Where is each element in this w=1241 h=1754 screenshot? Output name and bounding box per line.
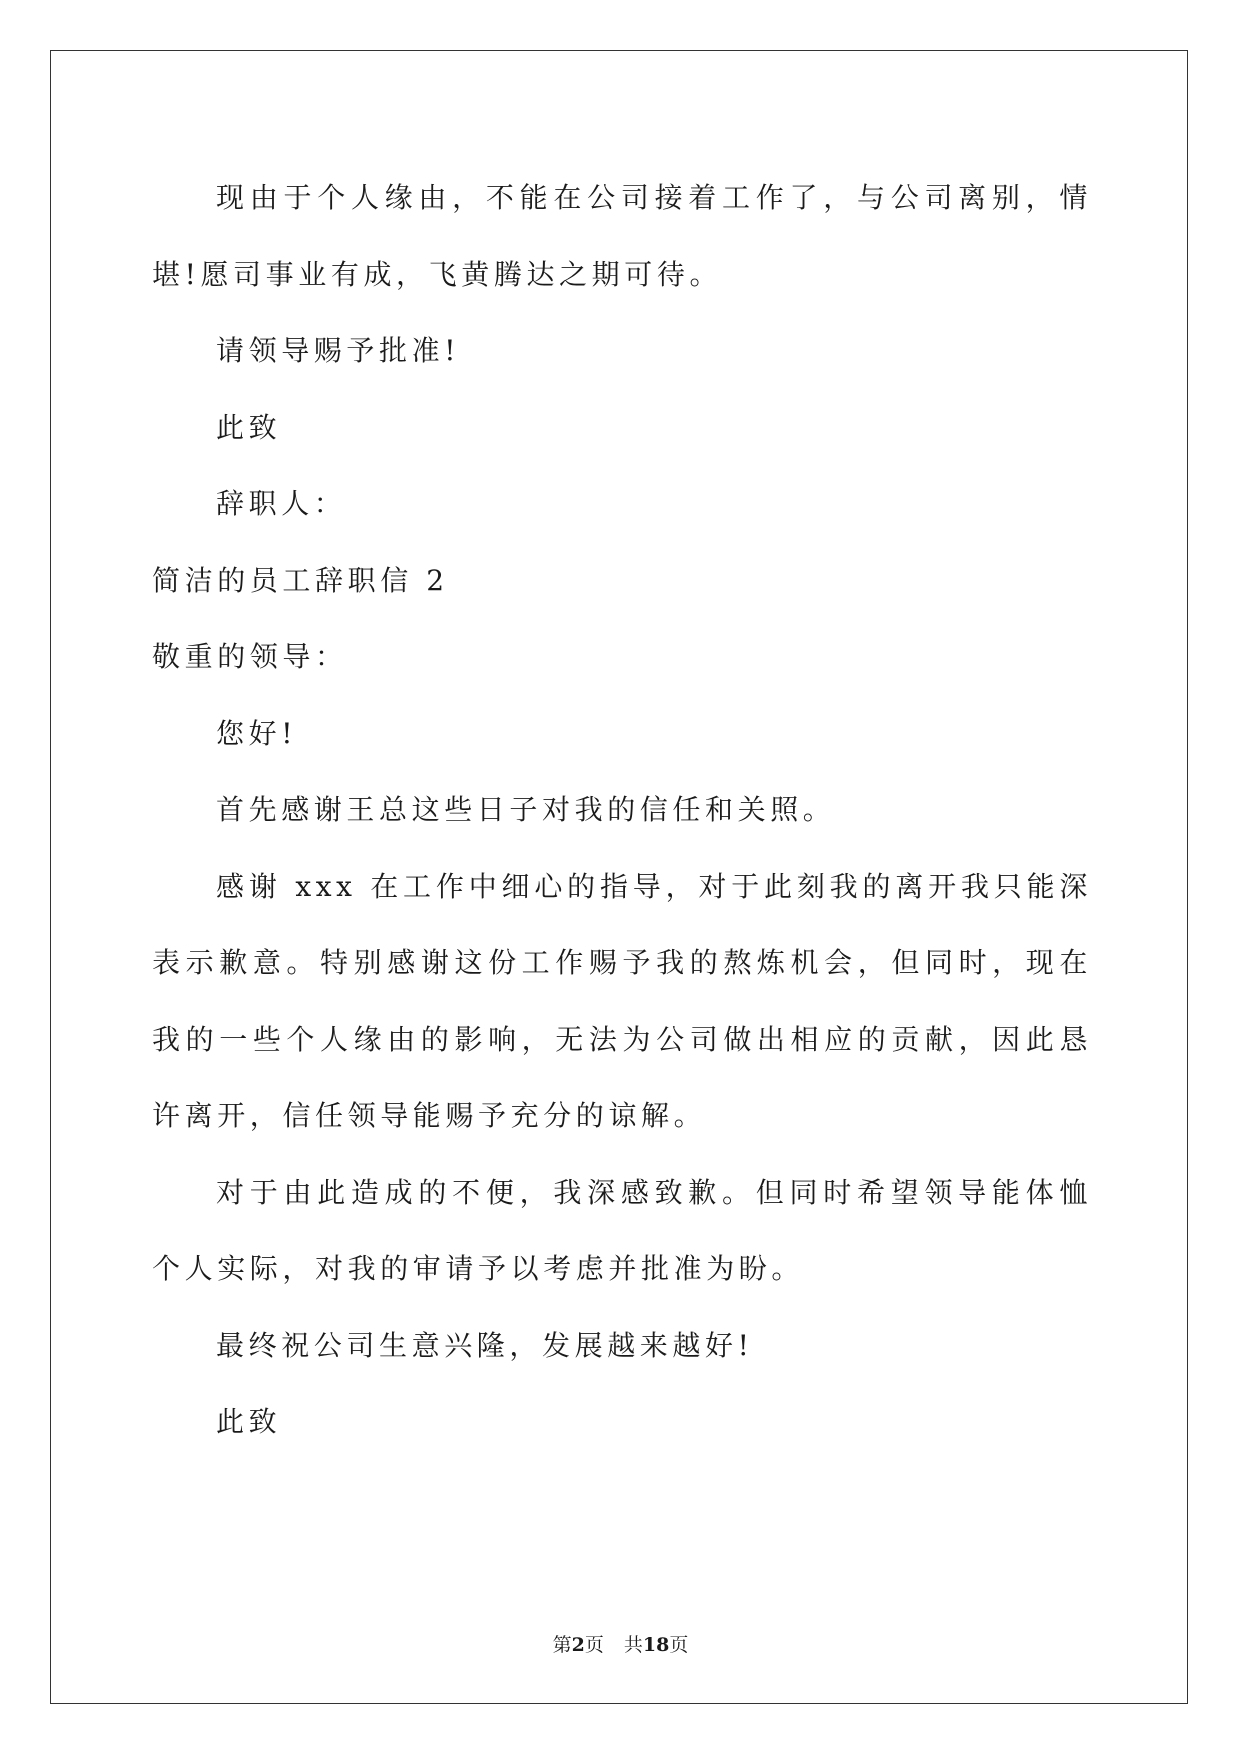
closing-line: 此致	[216, 410, 282, 444]
total-suffix: 页	[669, 1634, 689, 1656]
paragraph-line: 最终祝公司生意兴隆，发展越来越好!	[216, 1328, 754, 1362]
paragraph-line: 许离开，信任领导能赐予充分的谅解。	[152, 1099, 707, 1132]
paragraph-line: 请领导赐予批准!	[216, 334, 461, 367]
paragraph-line: 表示歉意。特别感谢这份工作赐予我的熬炼机会，但同时，现在	[152, 946, 1092, 979]
greeting: 您好!	[216, 716, 298, 750]
page-total: 18	[642, 1634, 670, 1656]
paragraph-line: 感谢 xxx 在工作中细心的指导，对于此刻我的离开我只能深	[216, 869, 1092, 903]
signature-label: 辞职人：	[216, 487, 347, 520]
letter-title: 简洁的员工辞职信 2	[152, 563, 449, 597]
paragraph-line: 个人实际，对我的审请予以考虑并批准为盼。	[152, 1252, 805, 1285]
paragraph-line: 堪!愿司事业有成，飞黄腾达之期可待。	[152, 257, 723, 291]
document-body	[152, 160, 1092, 1461]
total-prefix: 共	[623, 1634, 643, 1656]
closing-line: 此致	[216, 1405, 282, 1438]
page-footer	[0, 1630, 1241, 1657]
salutation: 敬重的领导：	[152, 640, 348, 673]
page-suffix: 页	[584, 1634, 604, 1656]
paragraph-line: 我的一些个人缘由的影响，无法为公司做出相应的贡献，因此恳	[152, 1022, 1092, 1056]
page-current: 2	[571, 1634, 585, 1656]
page-prefix: 第	[552, 1634, 572, 1656]
paragraph-line: 对于由此造成的不便，我深感致歉。但同时希望领导能体恤	[216, 1175, 1092, 1209]
paragraph-line: 现由于个人缘由，不能在公司接着工作了，与公司离别，情	[216, 181, 1092, 214]
paragraph-line: 首先感谢王总这些日子对我的信任和关照。	[216, 793, 836, 826]
